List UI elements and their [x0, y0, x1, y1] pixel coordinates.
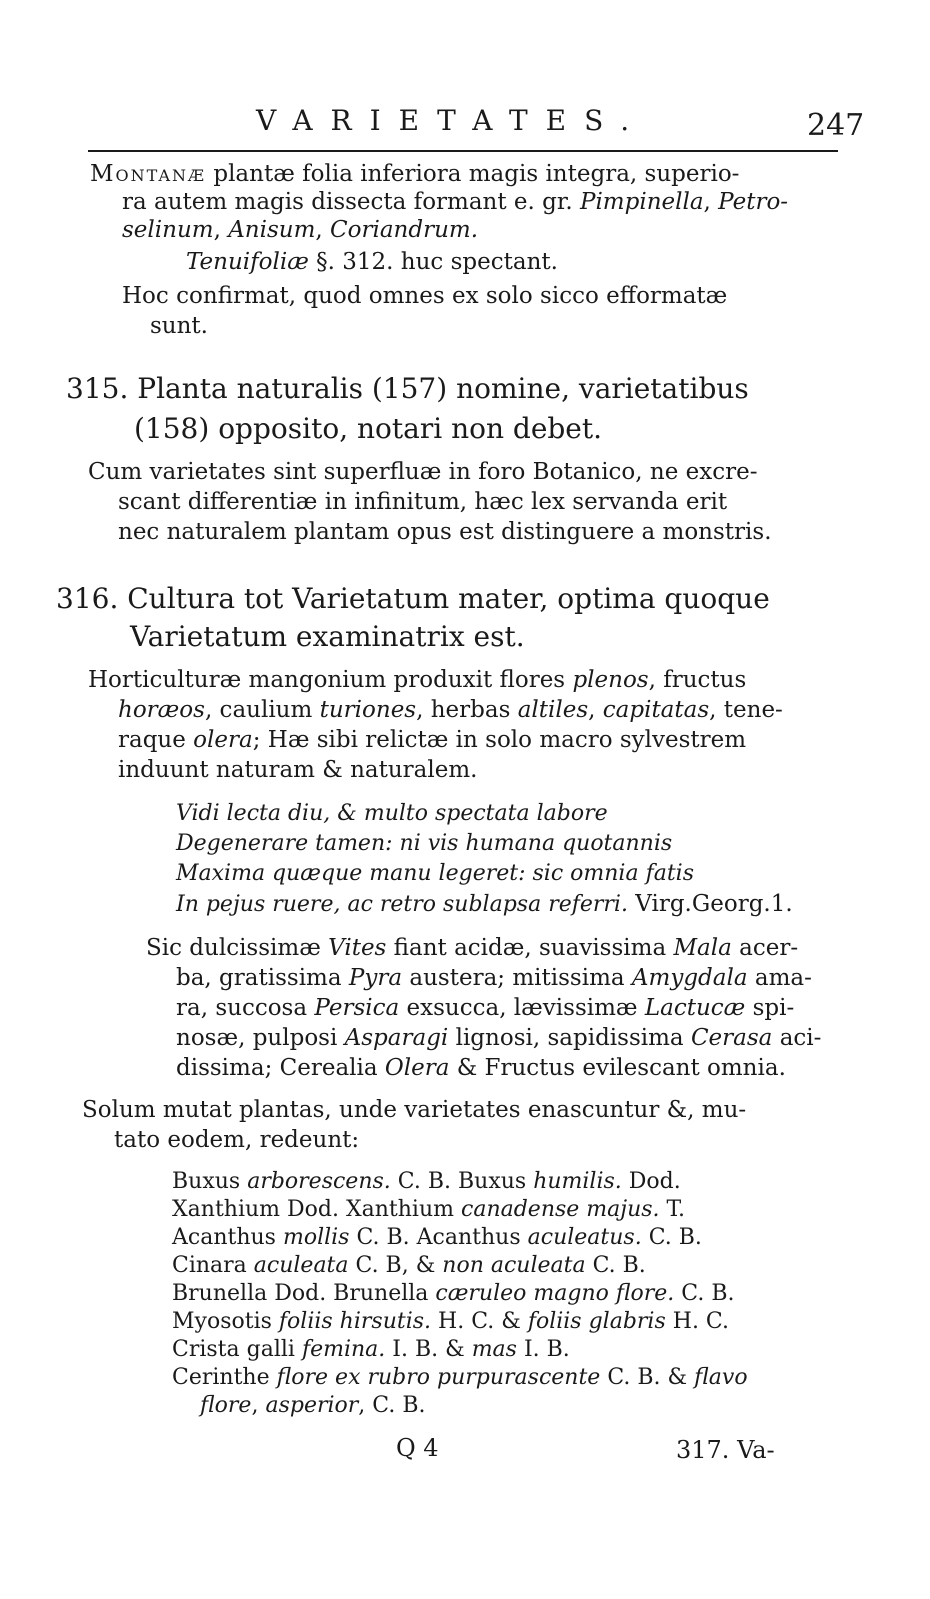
text: ; Hæ sibi relictæ in solo macro sylvestrem	[252, 727, 747, 753]
text: Crista galli	[172, 1337, 302, 1362]
separator: ,	[315, 217, 331, 243]
plant-name: Asparagi	[344, 1025, 449, 1051]
plant-name: Amygdala	[631, 965, 748, 991]
para-316-line-4: induunt naturam & naturalem.	[118, 757, 478, 783]
tenuifoliae-term: Tenuifoliæ	[186, 249, 309, 275]
verse-line-1	[176, 800, 608, 828]
montanae-line-1-text: plantæ folia inferiora magis integra, superio-	[206, 161, 740, 187]
montanae-line-5: Hoc confirmat, quod omnes ex solo sicco efformatæ	[122, 283, 728, 309]
text: spi-	[745, 995, 795, 1021]
rule-315-text: Planta naturalis (157) nomine, varietatibus	[128, 372, 749, 405]
separator: ,	[213, 217, 229, 243]
para-sic-line-5	[176, 1054, 786, 1082]
plant-name: Pimpinella	[579, 189, 704, 215]
running-title: VARIETATES.	[256, 104, 648, 137]
text: exsucca, lævissimæ	[399, 995, 645, 1021]
plant-name: humilis.	[533, 1169, 622, 1194]
text: H. C.	[665, 1309, 729, 1334]
plant-name: aculeatus.	[527, 1225, 642, 1250]
list-item	[172, 1168, 681, 1196]
list-item	[172, 1336, 570, 1364]
text: , herbas	[416, 697, 518, 723]
separator: ,	[703, 189, 719, 215]
verse-source: Virg.Georg.1.	[627, 891, 793, 917]
text: raque	[118, 727, 194, 753]
term: plenos	[572, 667, 649, 693]
rule-316-line-1	[56, 580, 770, 618]
text: aci-	[772, 1025, 822, 1051]
text: acer-	[731, 935, 799, 961]
term: capitatas	[602, 697, 710, 723]
text: lignosi, sapidissima	[448, 1025, 691, 1051]
text: C. B.	[585, 1253, 646, 1278]
text: Acanthus	[172, 1225, 283, 1250]
term: altiles	[517, 697, 589, 723]
text: ba, gratissima	[176, 965, 349, 991]
montanae-line-3	[122, 216, 478, 244]
plant-name: flore ex rubro purpurascente	[276, 1365, 601, 1390]
plant-name: arborescens.	[247, 1169, 391, 1194]
para-sic-line-3	[176, 994, 794, 1022]
montanae-line-6: sunt.	[150, 313, 208, 339]
text: nosæ, pulposi	[176, 1025, 345, 1051]
plant-name: femina.	[301, 1337, 386, 1362]
term: turiones	[319, 697, 417, 723]
para-solum-line-2: tato eodem, redeunt:	[114, 1127, 360, 1153]
plant-name: cæruleo magno flore.	[435, 1281, 675, 1306]
section-number: 316.	[56, 582, 119, 615]
text: dissima; Cerealia	[176, 1055, 385, 1081]
para-315-line-3: nec naturalem plantam opus est distinguere a monstris.	[118, 519, 772, 545]
list-item-continuation	[200, 1392, 425, 1420]
text: T.	[659, 1197, 685, 1222]
catchword: 317. Va-	[676, 1436, 775, 1464]
para-315-line-2: scant differentiæ in infinitum, hæc lex servanda erit	[118, 489, 728, 515]
text: , C. B.	[358, 1393, 426, 1418]
page-number: 247	[807, 108, 865, 143]
plant-name: foliis hirsutis.	[278, 1309, 432, 1334]
plant-name: mollis	[282, 1225, 350, 1250]
para-solum-line-1: Solum mutat plantas, unde varietates enascuntur &, mu-	[82, 1097, 747, 1123]
para-316-line-3	[118, 726, 746, 754]
list-item	[172, 1308, 729, 1336]
plant-name: Persica	[314, 995, 400, 1021]
text: , fructus	[648, 667, 747, 693]
plant-name: Coriandrum.	[330, 217, 479, 243]
text: I. B. &	[385, 1337, 472, 1362]
verse-text: In pejus ruere, ac retro sublapsa referri.	[176, 892, 628, 917]
montanae-line-2-text: ra autem magis dissecta formant e. gr.	[122, 189, 580, 215]
para-sic-line-4	[176, 1024, 821, 1052]
text: C. B. Buxus	[390, 1169, 534, 1194]
plant-name: selinum	[122, 217, 214, 243]
verse-text: Degenerare tamen: ni vis humana quotannis	[176, 831, 673, 856]
montanae-lead: Montanæ	[90, 161, 207, 187]
verse-text: Maxima quæque manu legeret: sic omnia fatis	[176, 861, 694, 886]
list-item	[172, 1196, 685, 1224]
plant-name: mas	[471, 1337, 517, 1362]
list-item	[172, 1280, 735, 1308]
text: austera; mitissima	[402, 965, 632, 991]
plant-name: Petro-	[718, 189, 789, 215]
list-item	[172, 1364, 748, 1392]
text: , tene-	[709, 697, 783, 723]
plant-name: asperior	[265, 1393, 359, 1418]
text: C. B. &	[600, 1365, 695, 1390]
montanae-line-1	[90, 160, 739, 188]
verse-line-3	[176, 860, 694, 888]
plant-name: canadense majus.	[461, 1197, 660, 1222]
montanae-line-2	[122, 188, 788, 216]
header-rule	[88, 150, 838, 152]
para-316-line-2	[118, 696, 783, 724]
plant-name: Mala	[673, 935, 732, 961]
text: C. B.	[641, 1225, 702, 1250]
text: , caulium	[204, 697, 320, 723]
verse-line-4	[176, 890, 793, 919]
text: Xanthium Dod. Xanthium	[172, 1197, 461, 1222]
plant-name: Vites	[328, 935, 387, 961]
text: Horticulturæ mangonium produxit flores	[88, 667, 573, 693]
para-316-line-1	[88, 666, 746, 694]
plant-name: Pyra	[348, 965, 403, 991]
plant-name: Lactucæ	[644, 995, 746, 1021]
text: Brunella Dod. Brunella	[172, 1281, 436, 1306]
plant-name: aculeata	[253, 1253, 349, 1278]
text: ra, succosa	[176, 995, 315, 1021]
list-item	[172, 1224, 702, 1252]
text: fiant acidæ, suavissima	[386, 935, 674, 961]
term: olera	[193, 727, 253, 753]
verse-line-2	[176, 830, 672, 858]
text: Cinara	[172, 1253, 254, 1278]
text: Cerinthe	[172, 1365, 277, 1390]
rule-315-line-2: (158) opposito, notari non debet.	[134, 412, 603, 445]
plant-name: foliis glabris	[527, 1309, 666, 1334]
text: Buxus	[172, 1169, 248, 1194]
plant-name: Olera	[384, 1055, 450, 1081]
text: C. B.	[674, 1281, 735, 1306]
text: C. B. Acanthus	[349, 1225, 528, 1250]
text: Dod.	[621, 1169, 681, 1194]
text: ,	[251, 1393, 266, 1418]
plant-name: non aculeata	[442, 1253, 586, 1278]
rule-316-text: Cultura tot Varietatum mater, optima quoque	[118, 582, 770, 615]
plant-name: Cerasa	[690, 1025, 773, 1051]
para-sic-line-1	[146, 934, 798, 962]
para-315-line-1: Cum varietates sint superfluæ in foro Botanico, ne excre-	[88, 459, 758, 485]
rule-315-line-1	[66, 370, 749, 408]
rule-316-line-2: Varietatum examinatrix est.	[130, 620, 525, 653]
term: horæos	[118, 697, 205, 723]
montanae-line-4-text: §. 312. huc spectant.	[308, 249, 558, 275]
text: Sic dulcissimæ	[146, 935, 329, 961]
text: Myosotis	[172, 1309, 279, 1334]
section-number: 315.	[66, 372, 129, 405]
verse-text: Vidi lecta diu, & multo spectata labore	[176, 801, 608, 826]
text: I. B.	[516, 1337, 570, 1362]
plant-name: Anisum	[228, 217, 316, 243]
text: ,	[588, 697, 603, 723]
montanae-line-4	[186, 248, 558, 276]
text: & Fructus evilescant omnia.	[449, 1055, 786, 1081]
plant-name: flavo	[694, 1365, 748, 1390]
text: C. B, &	[348, 1253, 443, 1278]
para-sic-line-2	[176, 964, 812, 992]
plant-name: flore	[200, 1393, 252, 1418]
signature-mark: Q 4	[396, 1434, 439, 1462]
list-item	[172, 1252, 646, 1280]
text: ama-	[747, 965, 812, 991]
text: H. C. &	[431, 1309, 528, 1334]
